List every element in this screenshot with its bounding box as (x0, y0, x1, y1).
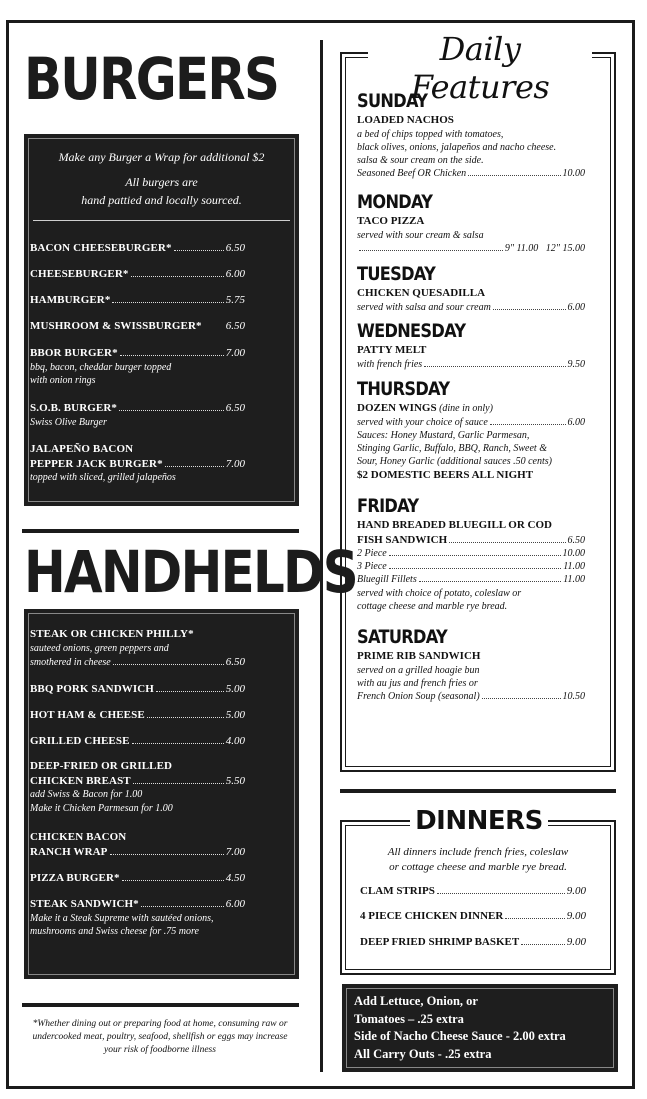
dinner-item: CLAM STRIPS 9.00 (360, 885, 586, 897)
sourced-note-1: All burgers are (125, 175, 198, 190)
handhelds-title: HANDHELDS (24, 538, 357, 606)
burgers-rule (33, 220, 290, 221)
sourced-note-2: hand pattied and locally sourced. (81, 192, 242, 207)
extras-line: Add Lettuce, Onion, or (354, 994, 478, 1008)
menu-item: CHEESEBURGER* 6.00 (30, 268, 245, 280)
menu-item: MUSHROOM & SWISSBURGER* 6.50 (30, 320, 245, 332)
menu-item: BBQ PORK SANDWICH 5.00 (30, 683, 245, 695)
section-rule (340, 789, 616, 793)
menu-item: BACON CHEESEBURGER* 6.50 (30, 242, 245, 254)
extras-line: All Carry Outs - .25 extra (354, 1046, 492, 1061)
feature-sunday: SUNDAY LOADED NACHOS a bed of chips topped with tomatoes, black olives, onions, jalapeños and nacho cheese. salsa & sour cream on the side. Seasoned Beef OR Chicken 10.00 (357, 90, 585, 180)
feature-saturday: SATURDAY PRIME RIB SANDWICH served on a grilled hoagie bun with au jus and french fries or French Onion Soup (seasonal) 10.50 (357, 626, 585, 702)
extras-box (342, 984, 618, 1072)
menu-item: GRILLED CHEESE 4.00 (30, 735, 245, 747)
menu-item: HOT HAM & CHEESE 5.00 (30, 709, 245, 721)
menu-item: HAMBURGER* 5.75 (30, 294, 245, 306)
feature-thursday: THURSDAY DOZEN WINGS (dine in only) served with your choice of sauce 6.00 Sauces: Honey Mustard, Garlic Parmesan, Stinging Garlic, Buffalo, BBQ, Ranch, Sweet & Sour, Honey Garlic (additional sauces .50 cents) $2 DOMESTIC BEERS ALL NIGHT (357, 378, 585, 482)
menu-item: STEAK SANDWICH* 6.00 Make it a Steak Supreme with sautéed onions, mushrooms and Swiss cheese for .75 more (30, 898, 245, 938)
menu-item: S.O.B. BURGER* 6.50 Swiss Olive Burger (30, 402, 245, 428)
section-rule (22, 1003, 299, 1007)
feature-wednesday: WEDNESDAY PATTY MELT with french fries 9.50 (357, 320, 585, 370)
menu-item: JALAPEÑO BACON PEPPER JACK BURGER* 7.00 topped with sliced, grilled jalapeños (30, 443, 245, 484)
feature-monday: MONDAY TACO PIZZA served with sour cream & salsa 9" 11.00 12" 15.00 (357, 191, 585, 254)
menu-item: DEEP-FRIED OR GRILLED CHICKEN BREAST 5.50 add Swiss & Bacon for 1.00 Make it Chicken Parmesan for 1.00 (30, 760, 245, 814)
dinners-title: DINNERS (410, 806, 548, 836)
dinners-intro: All dinners include french fries, coleslaw or cottage cheese and marble rye bread. (387, 846, 569, 873)
menu-item: STEAK OR CHICKEN PHILLY* sauteed onions, green peppers and smothered in cheese 6.50 (30, 628, 245, 669)
feature-tuesday: TUESDAY CHICKEN QUESADILLA served with salsa and sour cream 6.00 (357, 263, 585, 313)
burgers-title: BURGERS (24, 45, 279, 113)
menu-item: BBOR BURGER* 7.00 bbq, bacon, cheddar burger topped with onion rings (30, 347, 245, 387)
menu-item: CHICKEN BACON RANCH WRAP 7.00 (30, 831, 245, 858)
extras-line: Tomatoes – .25 extra (354, 1011, 464, 1026)
dinners-box (340, 820, 616, 975)
menu-item: PIZZA BURGER* 4.50 (30, 872, 245, 884)
daily-features-title: Daily Features (368, 30, 592, 106)
dinner-item: DEEP FRIED SHRIMP BASKET 9.00 (360, 936, 586, 948)
food-safety-notice: *Whether dining out or preparing food at home, consuming raw or undercooked meat, poultry, seafood, shellfish or eggs may increase your risk of foodborne illness (32, 1019, 288, 1055)
dinner-item: 4 PIECE CHICKEN DINNER 9.00 (360, 910, 586, 922)
section-rule (22, 529, 299, 533)
extras-line: Side of Nacho Cheese Sauce - 2.00 extra (354, 1029, 566, 1043)
feature-friday: FRIDAY HAND BREADED BLUEGILL OR COD FISH SANDWICH 6.50 2 Piece 10.00 3 Piece 11.00 Bluegill Fillets 11.00 served with choice of potato, coleslaw or cottage cheese and marble rye bread. (357, 495, 585, 612)
wrap-note: Make any Burger a Wrap for additional $2 (58, 150, 265, 164)
